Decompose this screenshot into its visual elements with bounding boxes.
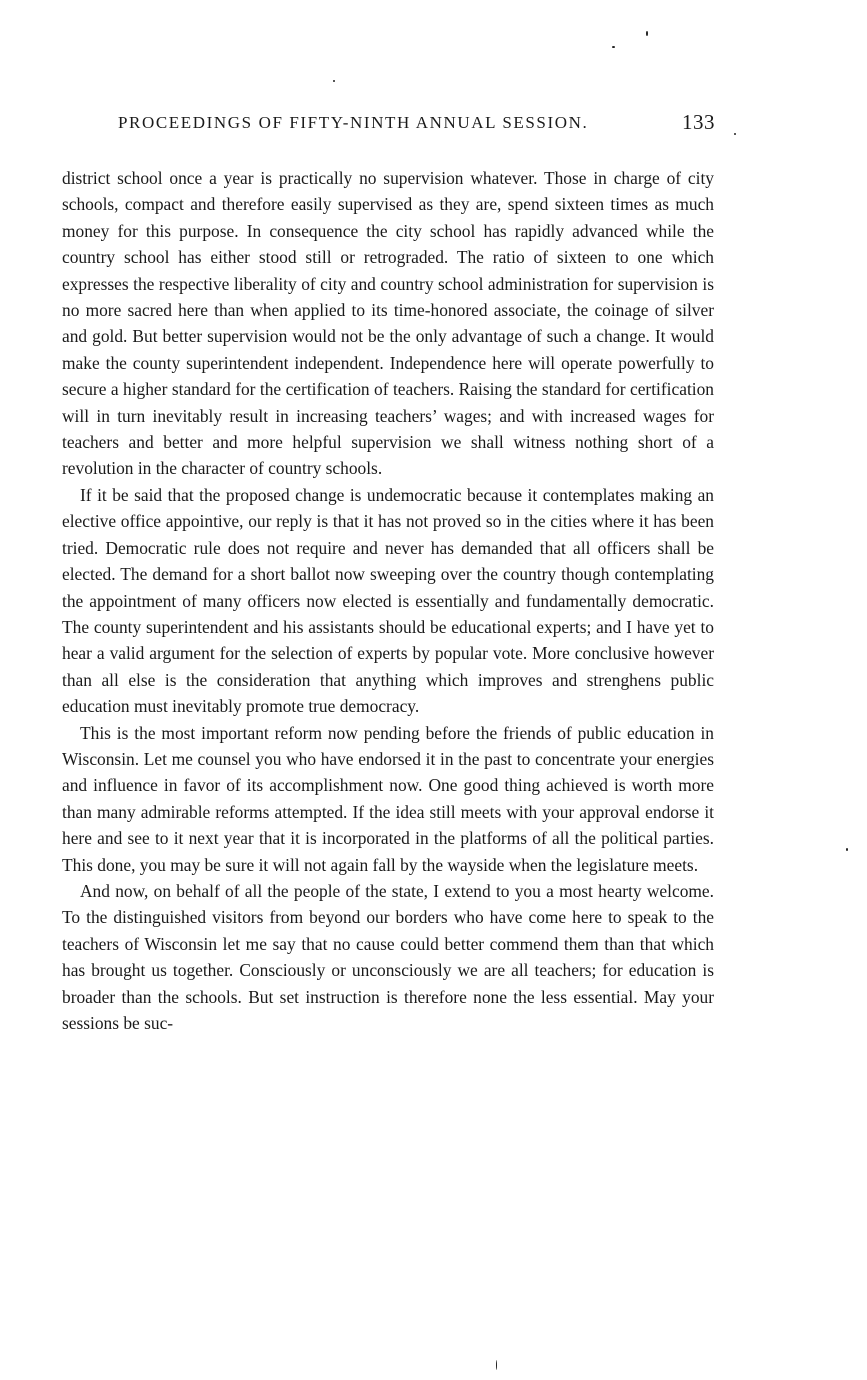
body-text bbox=[62, 165, 714, 1036]
paragraph: And now, on behalf of all the people of the state, I extend to you a most hearty welcome. To the distinguished visitors from beyond our borders who have come here to speak to the teachers of Wisconsin let me say that no cause could better commend them than that which has brought us together. Consciously or unconsciously we are all teachers; for education is broader than the schools. But set instruction is therefore none the less essential. May your sessions be suc- bbox=[62, 880, 714, 1033]
paragraph: This is the most important reform now pending before the friends of public education in Wisconsin. Let me counsel you who have endorsed it in the past to concentrate your energies and influence in favor of its accomplishment now. One good thing achieved is worth more than many admirable reforms attempted. If the idea still meets with your approval endorse it here and see to it next year that it is incorporated in the platforms of all the political parties. This done, you may be sure it will not again fall by the wayside when the legislature meets. bbox=[62, 722, 714, 875]
paragraph: If it be said that the proposed change is undemocratic because it contemplates making an elective office appointive, our reply is that it has not proved so in the cities where it has been tried. Democratic rule does not require and never has demanded that all officers shall be elected. The demand for a short ballot now sweeping over the country though contemplating the appointment of many officers now elected is essentially and fundamentally democratic. The county superintendent and his assistants should be educational experts; and I have yet to hear a valid argument for the selection of experts by popular vote. More conclusive however than all else is the consideration that anything which improves and strenghens public education must inevitably promote true democracy. bbox=[62, 484, 714, 717]
paragraph: district school once a year is practically no supervision whatever. Those in charge of city schools, compact and therefore easily supervised as they are, spend sixteen times as much money for this purpose. In consequence the city school has rapidly advanced while the country school has either stood still or retrograded. The ratio of sixteen to one which expresses the respective liberality of city and country school administration for supervision is no more sacred here than when applied to its time-honored associate, the coinage of silver and gold. But better supervision would not be the only advantage of such a change. It would make the county superintendent independent. Independence here will operate powerfully to secure a higher standard for the certification of teachers. Raising the standard for certification will in turn inevitably result in increasing teachers’ wages; and with increased wages for teachers and better and more helpful supervision we shall witness nothing short of a revolution in the character of country schools. bbox=[62, 168, 714, 479]
page-number: 133 bbox=[682, 110, 715, 134]
scan-speck bbox=[646, 31, 648, 36]
running-header bbox=[118, 110, 738, 143]
scan-speck bbox=[612, 46, 615, 48]
running-title: PROCEEDINGS OF FIFTY-NINTH ANNUAL SESSION. bbox=[118, 113, 589, 132]
scan-speck bbox=[333, 80, 335, 82]
scan-speck bbox=[496, 1360, 497, 1370]
scan-speck bbox=[846, 848, 848, 851]
scan-speck bbox=[734, 133, 736, 135]
